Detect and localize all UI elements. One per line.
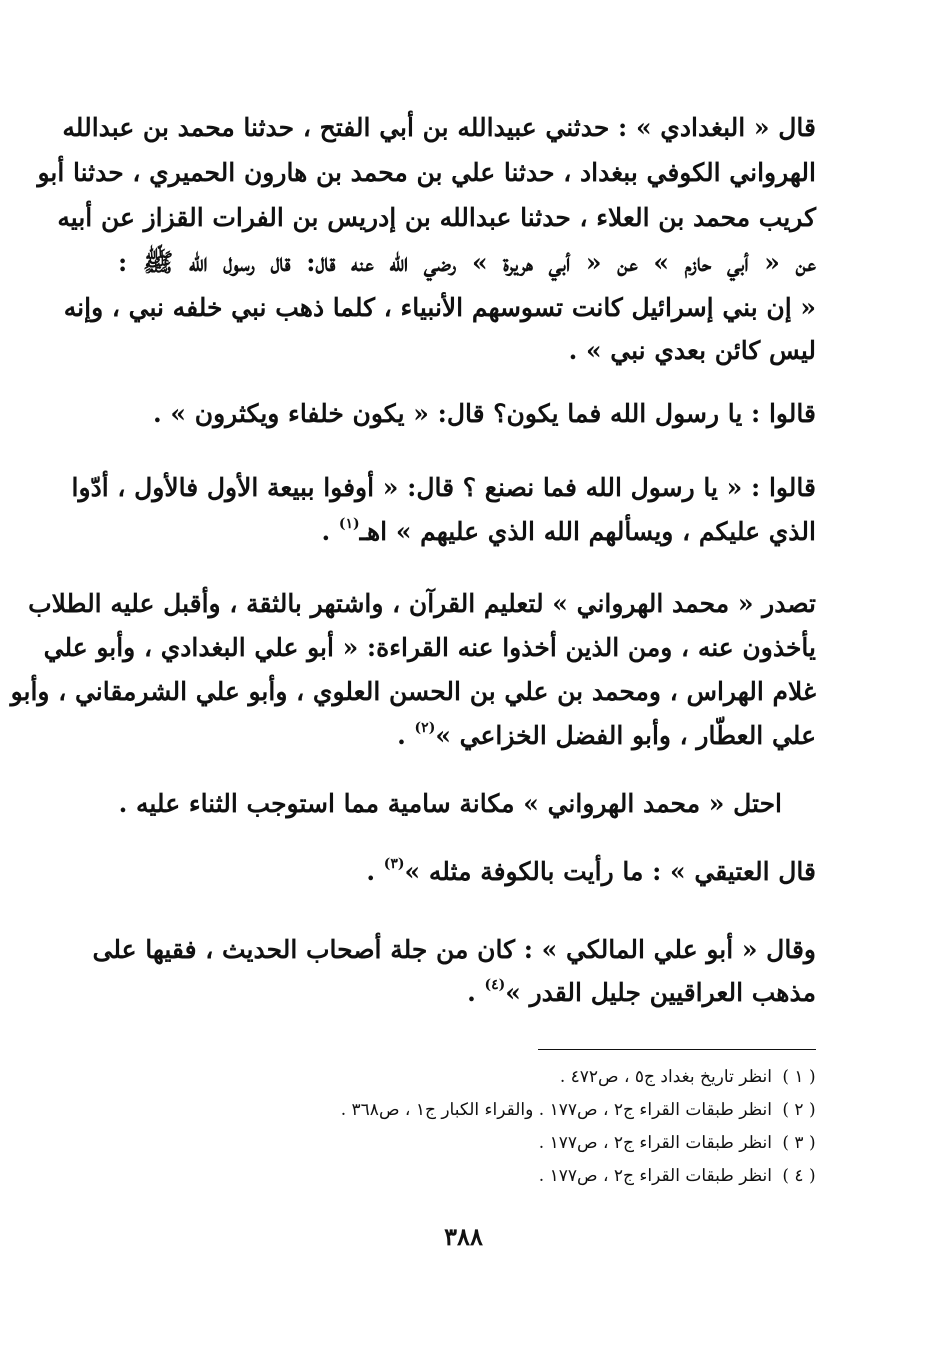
paragraph-3-line-2-text: الذي عليكم ، ويسألهم الله الذي عليهم » اهـ bbox=[359, 517, 816, 546]
paragraph-1-line-3: كريب محمد بن العلاء ، حدثنا عبدالله بن إدريس بن الفرات القزاز عن أبيه bbox=[57, 203, 816, 232]
paragraph-4-line-4 bbox=[397, 718, 816, 754]
paragraph-1-line-4: عن « أبي حازم » عن « أبي هريرة » رضي الله عنه قال: قال رسول الله ﷺ : bbox=[118, 248, 816, 277]
paragraph-4-line-2: يأخذون عنه ، ومن الذين أخذوا عنه القراءة: « أبو علي البغدادي ، وأبو علي bbox=[43, 633, 816, 662]
footnote-4 bbox=[539, 1163, 816, 1189]
paragraph-7-end: . bbox=[467, 978, 485, 1007]
footnote-1-text: انظر تاريخ بغداد ج٥ ، ص٤٧٢ . bbox=[559, 1067, 772, 1087]
footnote-divider bbox=[538, 1049, 816, 1050]
paragraph-7-line-1: وقال « أبو علي المالكي » : كان من جلة أصحاب الحديث ، فقيها على bbox=[92, 935, 816, 964]
paragraph-3-end: . bbox=[321, 517, 339, 546]
paragraph-4-line-1: تصدر « محمد الهرواني » لتعليم القرآن ، واشتهر بالثقة ، وأقبل عليه الطلاب bbox=[28, 589, 816, 618]
footnote-ref-1[interactable]: (١) bbox=[338, 516, 360, 532]
footnote-ref-4[interactable]: (٤) bbox=[484, 977, 506, 993]
footnote-1-number: ( ١ ) bbox=[782, 1067, 816, 1087]
footnote-2-number: ( ٢ ) bbox=[782, 1100, 816, 1120]
paragraph-7-line-2 bbox=[467, 975, 816, 1011]
footnote-2 bbox=[341, 1097, 816, 1123]
footnote-ref-3[interactable]: (٣) bbox=[383, 856, 405, 872]
paragraph-4-line-4-text: علي العطّار ، وأبو الفضل الخزاعي » bbox=[435, 721, 816, 750]
paragraph-3-line-2 bbox=[321, 514, 816, 550]
paragraph-6-end: . bbox=[366, 857, 384, 886]
paragraph-1-line-6: ليس كائن بعدي نبي » . bbox=[568, 336, 816, 365]
paragraph-6 bbox=[366, 854, 816, 890]
paragraph-4-line-3: غلام الهراس ، ومحمد بن علي بن الحسن العلوي ، وأبو علي الشرمقاني ، وأبو bbox=[10, 677, 816, 706]
paragraph-1-line-5: « إن بني إسرائيل كانت تسوسهم الأنبياء ، كلما ذهب نبي خلفه نبي ، وإنه bbox=[63, 293, 816, 322]
footnote-ref-2[interactable]: (٢) bbox=[414, 720, 436, 736]
footnote-1 bbox=[560, 1064, 816, 1090]
paragraph-2: قالوا : يا رسول الله فما يكون؟ قال: « يكون خلفاء ويكثرون » . bbox=[153, 399, 816, 428]
paragraph-7-line-2-text: مذهب العراقيين جليل القدر » bbox=[505, 978, 816, 1007]
paragraph-1-line-1: قال « البغدادي » : حدثني عبيدالله بن أبي الفتح ، حدثنا محمد بن عبدالله bbox=[62, 113, 816, 142]
paragraph-1-line-2: الهرواني الكوفي ببغداد ، حدثنا علي بن محمد بن هارون الحميري ، حدثنا أبو bbox=[37, 158, 816, 187]
footnote-3-text: انظر طبقات القراء ج٢ ، ص١٧٧ . bbox=[538, 1133, 772, 1153]
paragraph-4-end: . bbox=[397, 721, 415, 750]
footnote-4-number: ( ٤ ) bbox=[782, 1166, 816, 1186]
footnote-4-text: انظر طبقات القراء ج٢ ، ص١٧٧ . bbox=[538, 1166, 772, 1186]
paragraph-6-text: قال العتيقي » : ما رأيت بالكوفة مثله » bbox=[404, 857, 816, 886]
footnote-3 bbox=[539, 1130, 816, 1156]
page-number: ٣٨٨ bbox=[444, 1222, 483, 1251]
footnote-3-number: ( ٣ ) bbox=[782, 1133, 816, 1153]
footnote-2-text: انظر طبقات القراء ج٢ ، ص١٧٧ . والقراء الكبار ج١ ، ص٣٦٨ . bbox=[340, 1100, 772, 1120]
paragraph-5: احتل « محمد الهرواني » مكانة سامية مما استوجب الثناء عليه . bbox=[118, 789, 782, 818]
paragraph-3-line-1: قالوا : « يا رسول الله فما نصنع ؟ قال: « أوفوا ببيعة الأول فالأول ، أدّوا bbox=[71, 473, 816, 502]
